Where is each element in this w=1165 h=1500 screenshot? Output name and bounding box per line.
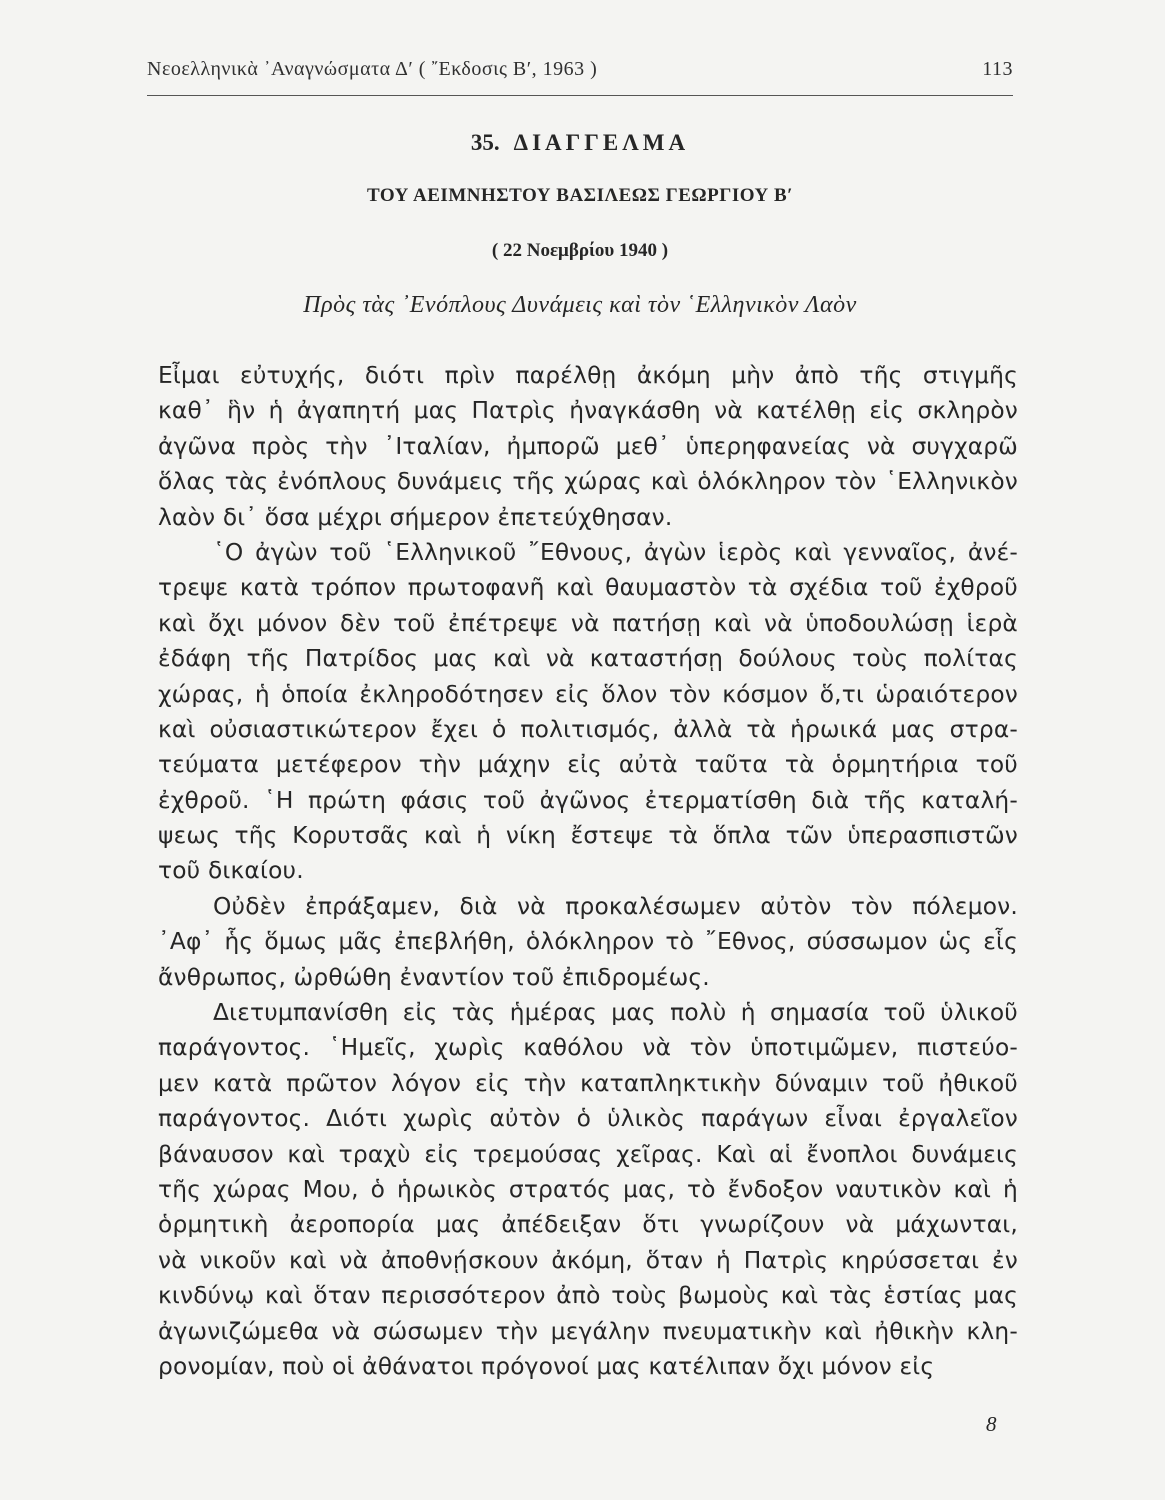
signature-mark: 8 [986,1412,997,1436]
subtitle: ΤΟΥ ΑΕΙΜΝΗΣΤΟΥ ΒΑΣΙΛΕΩΣ ΓΕΩΡΓΙΟΥ Β′ [367,185,793,206]
text-line: ἀγῶνα πρὸς τὴν ᾿Ιταλίαν, ἠμπορῶ μεθ᾿ ὑπερηφανείας νὰ συγχαρῶ [158,432,1018,460]
body-text [158,358,1018,1384]
running-title: Νεοελληνικὰ ᾿Αναγνώσματα Δ′ ( ῎Εκδοσις Β′, 1963 ) [147,58,598,80]
text-line: ρονομίαν, ποὺ οἱ ἀθάνατοι πρόγονοί μας κατέλιπαν ὄχι μόνον εἰς [158,1352,935,1380]
text-line: τεύματα μετέφερον τὴν μάχην εἰς αὐτὰ ταῦτα τὰ ὁρμητήρια τοῦ [158,751,1018,779]
text-line: τῆς χώρας Μου, ὁ ἡρωικὸς στρατός μας, τὸ ἔνδοξον ναυτικὸν καὶ ἡ [158,1175,1018,1203]
text-line: ἄνθρωπος, ὠρθώθη ἐναντίον τοῦ ἐπιδρομέως. [158,963,710,991]
text-line: χώρας, ἡ ὁποία ἐκληροδότησεν εἰς ὅλον τὸν κόσμον ὅ,τι ὡραιότερον [158,680,1018,708]
text-line: ῾Ο ἀγὼν τοῦ ῾Ελληνικοῦ ῎Εθνους, ἀγὼν ἱερὸς καὶ γενναῖος, ἀνέ- [213,538,1018,566]
text-line: ἐχθροῦ. ῾Η πρώτη φάσις τοῦ ἀγῶνος ἐτερματίσθη διὰ τῆς καταλή- [158,786,1018,814]
text-line: κινδύνῳ καὶ ὅταν περισσότερον ἀπὸ τοὺς βωμοὺς καὶ τὰς ἑστίας μας [158,1282,1018,1310]
paragraph [158,995,1018,1384]
text-line: ὅλας τὰς ἐνόπλους δυνάμεις τῆς χώρας καὶ ὁλόκληρον τὸν ῾Ελληνικὸν [158,468,1018,496]
chapter-number: 35. [470,130,500,155]
text-line: μεν κατὰ πρῶτον λόγον εἰς τὴν καταπληκτικὴν δύναμιν τοῦ ἠθικοῦ [158,1069,1018,1097]
text-line: καθ᾿ ἣν ἡ ἀγαπητή μας Πατρὶς ἠναγκάσθη νὰ κατέλθῃ εἰς σκληρὸν [158,397,1018,425]
text-line: παράγοντος. ῾Ημεῖς, χωρὶς καθόλου νὰ τὸν ὑποτιμῶμεν, πιστεύο- [158,1034,1018,1062]
text-line: βάναυσον καὶ τραχὺ εἰς τρεμούσας χεῖρας. Καὶ αἱ ἔνοπλοι δυνάμεις [158,1140,1018,1168]
text-line: τοῦ δικαίου. [158,857,304,885]
text-line: καὶ ὄχι μόνον δὲν τοῦ ἐπέτρεψε νὰ πατήσῃ καὶ νὰ ὑποδουλώσῃ ἱερὰ [158,609,1018,637]
addressee: Πρὸς τὰς ᾿Ενόπλους Δυνάμεις καὶ τὸν ῾Ελληνικὸν Λαὸν [303,292,857,318]
running-header [147,58,1013,81]
text-line: ψεως τῆς Κορυτσᾶς καὶ ἡ νίκη ἔστεψε τὰ ὅπλα τῶν ὑπερασπιστῶν [158,822,1018,850]
text-line: λαὸν δι᾿ ὅσα μέχρι σήμερον ἐπετεύχθησαν. [158,503,673,531]
text-line: παράγοντος. Διότι χωρὶς αὐτὸν ὁ ὑλικὸς παράγων εἶναι ἐργαλεῖον [158,1105,1018,1133]
page-number: 113 [982,58,1013,80]
date-line: ( 22 Νοεμβρίου 1940 ) [491,240,669,261]
text-line: Εἶμαι εὐτυχής, διότι πρὶν παρέλθῃ ἀκόμη μὴν ἀπὸ τῆς στιγμῆς [158,362,1018,389]
text-line: καὶ οὐσιαστικώτερον ἔχει ὁ πολιτισμός, ἀλλὰ τὰ ἡρωικά μας στρα- [158,715,1018,743]
text-line: Διετυμπανίσθη εἰς τὰς ἡμέρας μας πολὺ ἡ σημασία τοῦ ὑλικοῦ [213,999,1018,1027]
header-rule [147,95,1013,96]
chapter-title-text: ΔΙΑΓΓΕΛΜΑ [513,130,690,155]
chapter-title [147,130,1013,156]
text-line: τρεψε κατὰ τρόπον πρωτοφανῆ καὶ θαυμαστὸν τὰ σχέδια τοῦ ἐχθροῦ [158,574,1018,602]
text-line: ἐδάφη τῆς Πατρίδος μας καὶ νὰ καταστήσῃ δούλους τοὺς πολίτας [158,645,1018,673]
paragraph [158,535,1018,889]
text-line: Οὐδὲν ἐπράξαμεν, διὰ νὰ προκαλέσωμεν αὐτὸν τὸν πόλεμον. [213,892,1018,920]
paragraph [158,358,1018,535]
text-line: νὰ νικοῦν καὶ νὰ ἀποθνῄσκουν ἀκόμη, ὅταν ἡ Πατρὶς κηρύσσεται ἐν [158,1246,1018,1274]
paragraph [158,889,1018,995]
text-line: ὁρμητικὴ ἀεροπορία μας ἀπέδειξαν ὅτι γνωρίζουν νὰ μάχωνται, [158,1211,1018,1239]
text-line: ἀγωνιζώμεθα νὰ σώσωμεν τὴν μεγάλην πνευματικὴν καὶ ἠθικὴν κλη- [158,1317,1018,1345]
text-line: ᾿Αφ᾿ ἧς ὅμως μᾶς ἐπεβλήθη, ὁλόκληρον τὸ ῎Εθνος, σύσσωμον ὡς εἷς [158,928,1018,956]
